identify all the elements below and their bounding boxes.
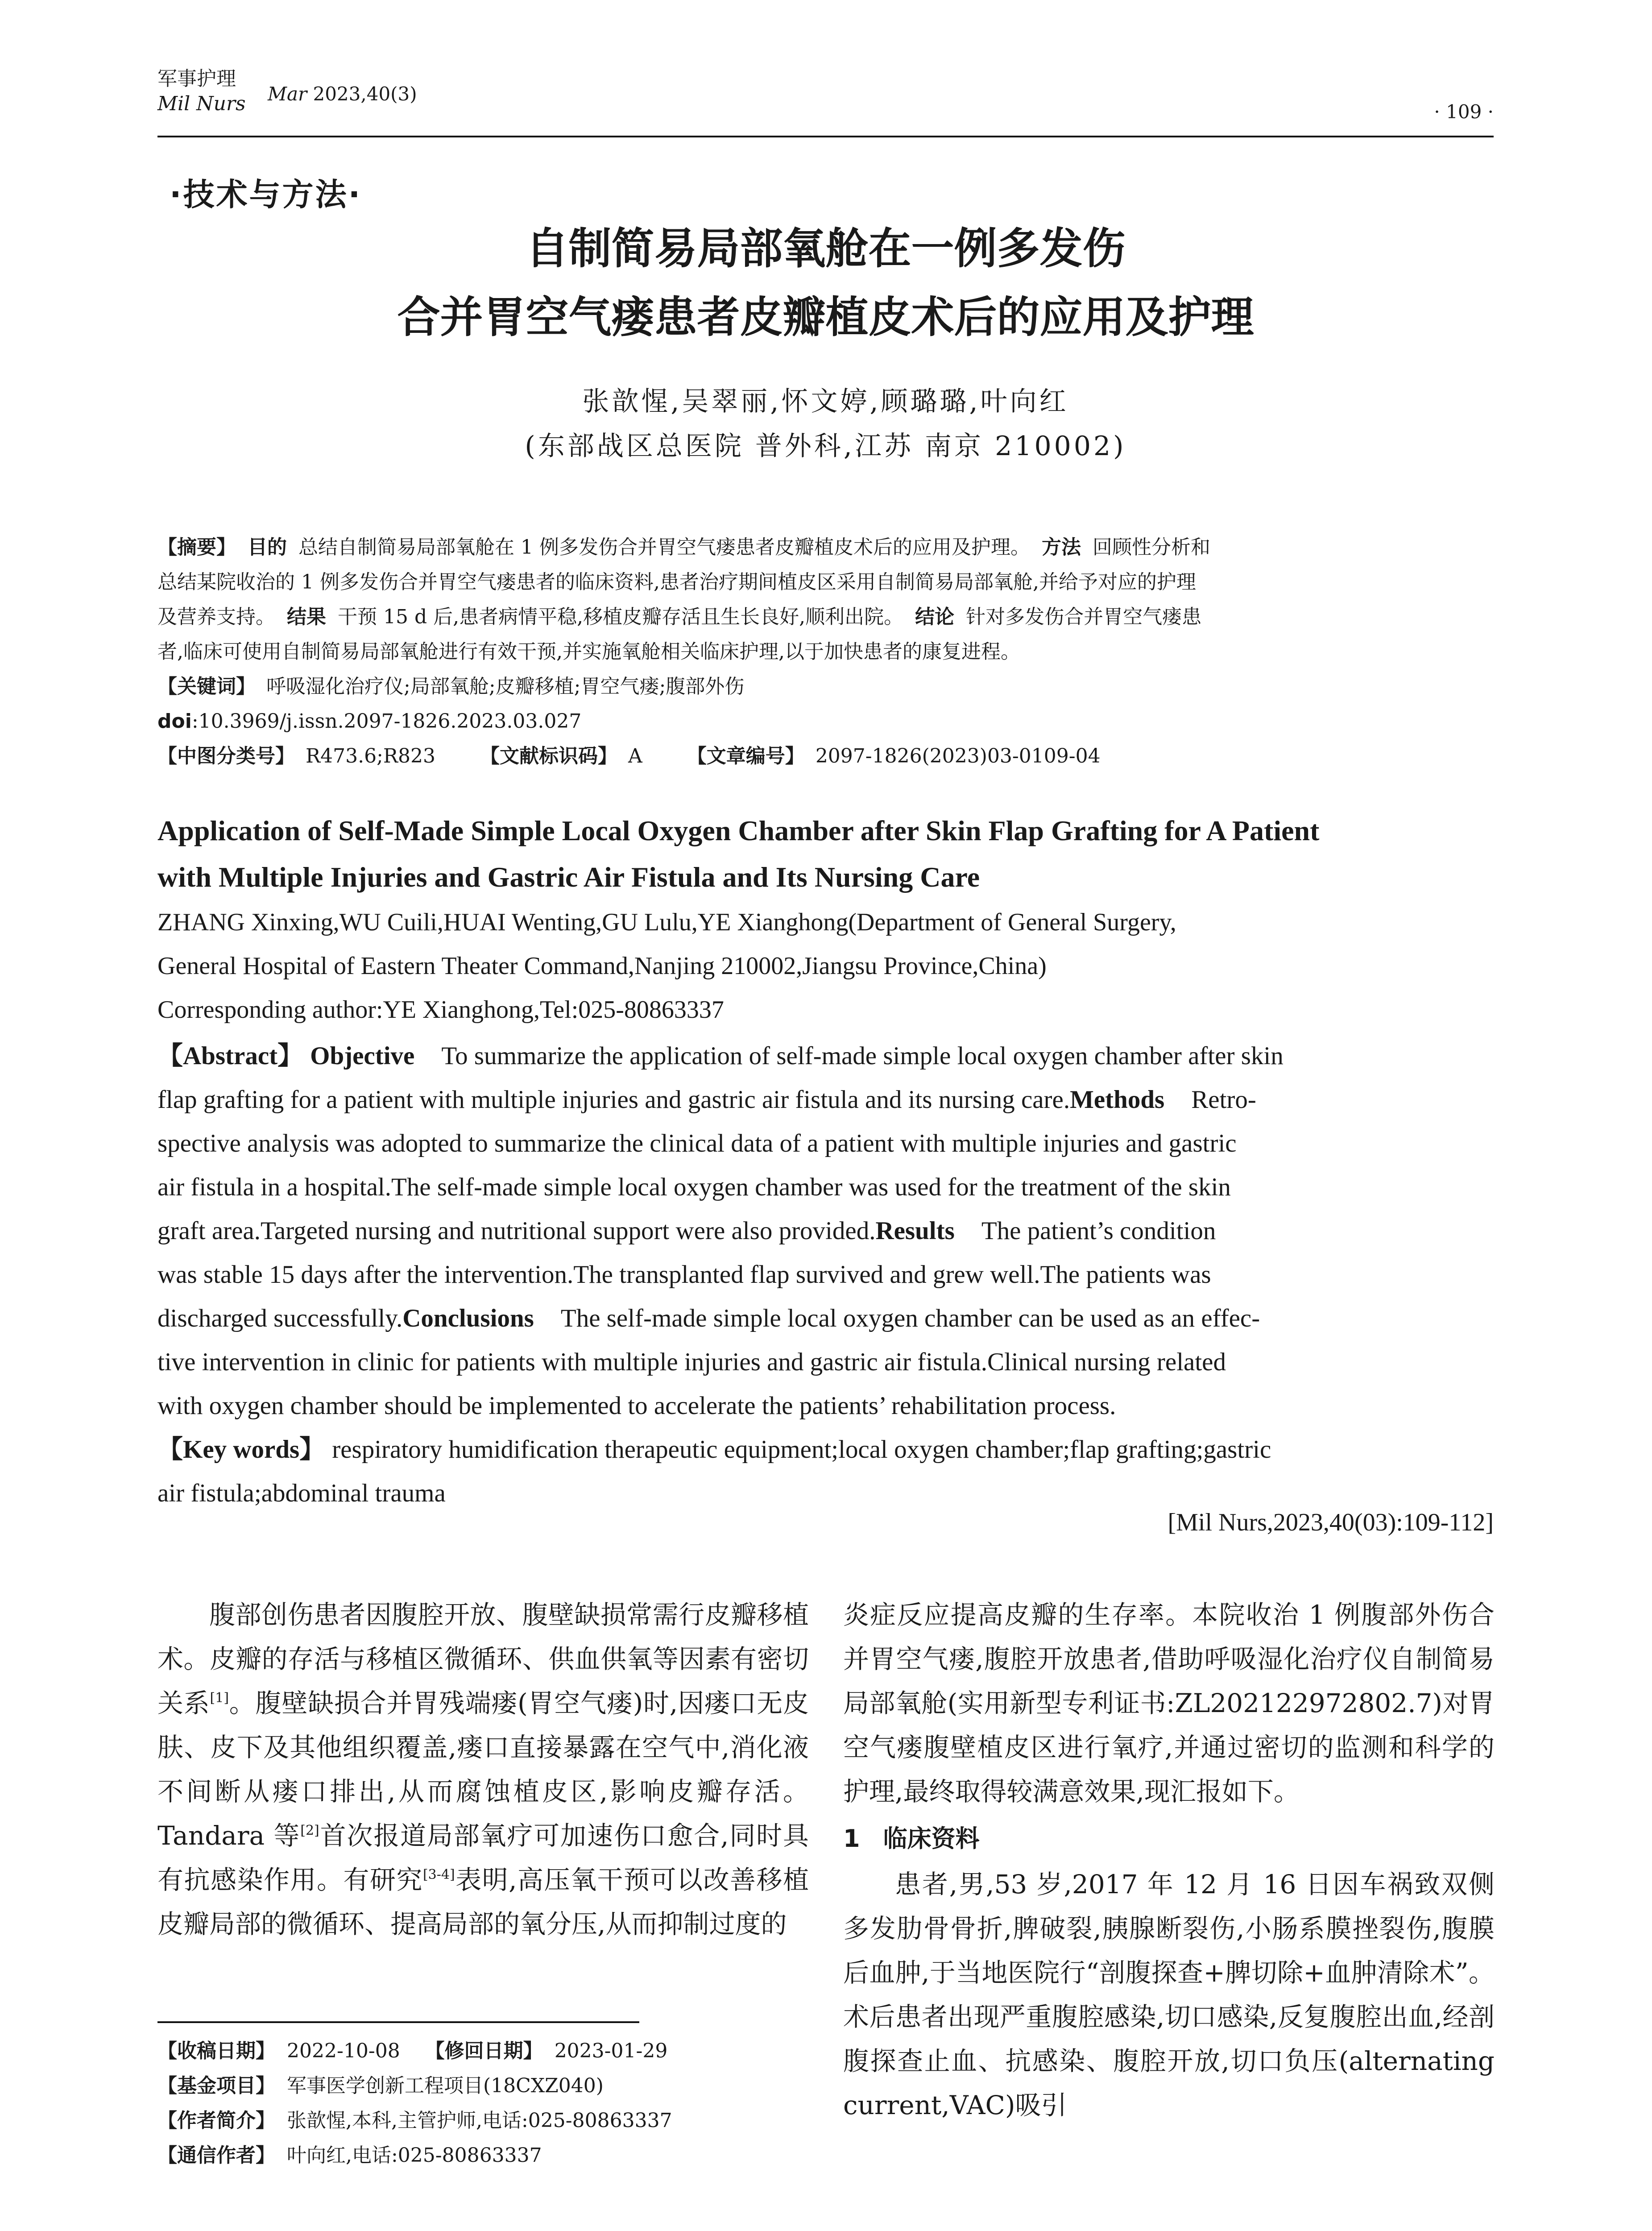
- results-en-label: Results: [875, 1217, 955, 1245]
- title-en-line-2: with Multiple Injuries and Gastric Air Fistula and Its Nursing Care: [157, 861, 980, 893]
- authors-cn: 张歆惺,吴翠丽,怀文婷,顾璐璐,叶向红: [582, 386, 1069, 417]
- fund-value: 军事医学创新工程项目(18CXZ040): [287, 2074, 604, 2097]
- author-info-value: 张歆惺,本科,主管护师,电话:025-80863337: [287, 2109, 672, 2132]
- abstract-cn-line: [157, 530, 1494, 565]
- corresponding-author: Corresponding author:YE Xianghong,Tel:025-80863337: [157, 996, 724, 1024]
- section-title: 临床资料: [883, 1825, 980, 1853]
- body-paragraph: 炎症反应提高皮瓣的生存率。本院收治 1 例腹部外伤合并胃空气瘘,腹腔开放患者,借助呼吸湿化治疗仪自制简易局部氧舱(实用新型专利证书:ZL202122972802.7)对胃空气瘘腹壁植皮区进行氧疗,并通过密切的监测和科学的护理,最终取得较满意效果,现汇报如下。: [843, 1600, 1495, 1807]
- citation: [Mil Nurs,2023,40(03):109-112]: [1168, 1509, 1494, 1536]
- article-number-value: 2097-1826(2023)03-0109-04: [815, 745, 1101, 767]
- abstract-en-line: [157, 1078, 1494, 1122]
- correspondence-label: 【通信作者】: [157, 2144, 275, 2167]
- abstract-en-text: discharged successfully.: [157, 1304, 403, 1332]
- abstract-en-text: The patient’s condition: [981, 1217, 1216, 1245]
- clc-value: R473.6;R823: [306, 745, 436, 767]
- footnotes: [157, 2034, 672, 2173]
- doc-code-label: 【文献标识码】: [480, 745, 618, 767]
- doc-code-value: A: [628, 745, 642, 767]
- abstract-en-line: [157, 1297, 1494, 1340]
- received-label: 【收稿日期】: [157, 2040, 275, 2062]
- header-rule: [157, 136, 1494, 137]
- doi-value: :10.3969/j.issn.2097-1826.2023.03.027: [191, 710, 582, 733]
- abstract-en-line: was stable 15 days after the intervention.The transplanted flap survived and grew well.The patients was: [157, 1261, 1211, 1289]
- abstract-en-line: spective analysis was adopted to summarize the clinical data of a patient with multiple injuries and gastric: [157, 1129, 1237, 1157]
- conclusions-en-label: Conclusions: [402, 1304, 534, 1332]
- methods-label: 方法: [1041, 536, 1081, 559]
- abstract-cn-line: 总结某院收治的 1 例多发伤合并胃空气瘘患者的临床资料,患者治疗期间植皮区采用自制简易局部氧舱,并给予对应的护理: [157, 571, 1196, 593]
- reference-marker: [3-4]: [422, 1867, 455, 1883]
- footnote-correspondence: [157, 2138, 672, 2173]
- results-label: 结果: [287, 605, 326, 628]
- reference-marker: [2]: [300, 1823, 319, 1838]
- authors-en-line: General Hospital of Eastern Theater Command,Nanjing 210002,Jiangsu Province,China): [157, 952, 1047, 980]
- keywords-en-line: [157, 1428, 1494, 1472]
- article-number-label: 【文章编号】: [687, 745, 805, 767]
- author-block-cn: [157, 379, 1494, 469]
- keywords-en-label: 【Key words】: [157, 1435, 325, 1464]
- keywords-value: 呼吸湿化治疗仪;局部氧舱;皮瓣移植;胃空气瘘;腹部外伤: [266, 675, 745, 698]
- keywords-en-text: respiratory humidification therapeutic equipment;local oxygen chamber;flap grafting;gastric: [332, 1435, 1271, 1464]
- abstract-en-line: [157, 1209, 1494, 1253]
- abstract-en-label: 【Abstract】: [157, 1042, 303, 1070]
- body-text: 表明,高压氧干预可以改善移植皮瓣局部的微循环、提高局部的氧分压,从而抑制过度的: [157, 1865, 809, 1939]
- body-text: 腹部创伤患者因腹腔开放、腹壁缺损常需行皮瓣移植术。皮瓣的存活与移植区微循环、供血供氧等因素有密切关系: [157, 1600, 809, 1718]
- author-block-en: [157, 900, 1494, 1032]
- abstract-text: 干预 15 d 后,患者病情平稳,移植皮瓣存活且生长良好,顺利出院。: [338, 605, 904, 628]
- keywords-cn: [157, 669, 744, 704]
- title-en-line-1: Application of Self-Made Simple Local Oxygen Chamber after Skin Flap Grafting for A Patient: [157, 815, 1320, 846]
- revised-date: 2023-01-29: [554, 2040, 668, 2062]
- abstract-label: 【摘要】: [157, 536, 236, 559]
- journal-name-cn: 军事护理: [157, 67, 236, 90]
- section-number: 1: [843, 1825, 860, 1853]
- abstract-en-text: flap grafting for a patient with multiple injuries and gastric air fistula and its nursing care.: [157, 1086, 1070, 1114]
- fund-label: 【基金项目】: [157, 2074, 275, 2097]
- abstract-text: 及营养支持。: [157, 605, 275, 628]
- revised-label: 【修回日期】: [425, 2040, 543, 2062]
- methods-en-label: Methods: [1070, 1086, 1165, 1114]
- journal-name-en: Mil Nurs: [157, 92, 246, 115]
- page-number: · 109 ·: [1434, 101, 1494, 123]
- keywords-en-line: air fistula;abdominal trauma: [157, 1479, 446, 1507]
- body-text: 。腹壁缺损合并胃残端瘘(胃空气瘘)时,因瘘口无皮肤、皮下及其他组织覆盖,瘘口直接暴露在空气中,消化液不间断从瘘口排出,从而腐蚀植皮区,影响皮瓣存活。Tandara 等: [157, 1688, 809, 1851]
- correspondence-value: 叶向红,电话:025-80863337: [287, 2144, 542, 2167]
- affiliation-cn: (东部战区总医院 普外科,江苏 南京 210002): [525, 431, 1126, 462]
- reference-marker: [1]: [210, 1690, 229, 1706]
- abstract-en: [157, 1034, 1494, 1515]
- objective-en-label: Objective: [310, 1042, 415, 1070]
- abstract-en-line: with oxygen chamber should be implemented to accelerate the patients’ rehabilitation process.: [157, 1392, 1116, 1420]
- abstract-en-line: air fistula in a hospital.The self-made simple local oxygen chamber was used for the treatment of the skin: [157, 1173, 1231, 1201]
- body-column-left: [157, 1593, 809, 1946]
- footnote-author: [157, 2103, 672, 2138]
- abstract-cn-line: 者,临床可使用自制简易局部氧舱进行有效干预,并实施氧舱相关临床护理,以于加快患者的康复进程。: [157, 640, 1020, 663]
- title-line-2: 合并胃空气瘘患者皮瓣植皮术后的应用及护理: [397, 292, 1254, 342]
- objective-label: 目的: [248, 536, 287, 559]
- abstract-cn: [157, 530, 1494, 669]
- abstract-en-line: [157, 1034, 1494, 1078]
- section-tag: ·技术与方法·: [170, 176, 362, 213]
- abstract-cn-line: [157, 600, 1494, 634]
- body-paragraph: [157, 1593, 809, 1946]
- abstract-en-text: graft area.Targeted nursing and nutritional support were also provided.: [157, 1217, 876, 1245]
- conclusion-label: 结论: [915, 605, 955, 628]
- authors-en-line: ZHANG Xinxing,WU Cuili,HUAI Wenting,GU Lulu,YE Xianghong(Department of General Surgery,: [157, 908, 1176, 936]
- author-info-label: 【作者简介】: [157, 2109, 275, 2132]
- abstract-en-text: Retro-: [1191, 1086, 1256, 1114]
- footnote-dates: [157, 2034, 672, 2069]
- body-column-right: [843, 1593, 1495, 2127]
- issue-month: Mar: [268, 83, 307, 105]
- classification-line: [157, 739, 1101, 774]
- abstract-text: 针对多发伤合并胃空气瘘患: [966, 605, 1202, 628]
- received-date: 2022-10-08: [287, 2040, 400, 2062]
- article-title-en: [157, 808, 1494, 900]
- issue-info: [268, 83, 417, 105]
- title-line-1: 自制简易局部氧舱在一例多发伤: [526, 224, 1126, 274]
- doi-line: [157, 704, 581, 739]
- footnote-fund: [157, 2069, 672, 2103]
- abstract-en-line: tive intervention in clinic for patients with multiple injuries and gastric air fistula.Clinical nursing related: [157, 1348, 1226, 1376]
- doi-label: doi: [157, 710, 192, 733]
- abstract-en-text: To summarize the application of self-made simple local oxygen chamber after skin: [441, 1042, 1284, 1070]
- abstract-text: 回顾性分析和: [1092, 536, 1210, 559]
- clc-label: 【中图分类号】: [157, 745, 295, 767]
- keywords-label: 【关键词】: [157, 675, 256, 698]
- body-text: 首次报道局部氧疗可加速伤口愈合,同时具有抗感染作用。有研究: [157, 1820, 809, 1895]
- running-header-journal: [157, 67, 246, 117]
- section-heading: [843, 1816, 1495, 1861]
- article-title-cn: [157, 214, 1494, 352]
- footnote-rule: [157, 2021, 639, 2023]
- abstract-en-text: The self-made simple local oxygen chamber can be used as an effec-: [560, 1304, 1260, 1332]
- body-paragraph: 患者,男,53 岁,2017 年 12 月 16 日因车祸致双侧多发肋骨骨折,脾破裂,胰腺断裂伤,小肠系膜挫裂伤,腹膜后血肿,于当地医院行“剖腹探查+脾切除+血肿清除术”。术后患者出现严重腹腔感染,切口感染,反复腹腔出血,经剖腹探查止血、抗感染、腹腔开放,切口负压(alternating current,VAC)吸引: [843, 1869, 1495, 2120]
- abstract-text: 总结自制简易局部氧舱在 1 例多发伤合并胃空气瘘患者皮瓣植皮术后的应用及护理。: [298, 536, 1030, 559]
- issue-volume: 2023,40(3): [313, 83, 417, 105]
